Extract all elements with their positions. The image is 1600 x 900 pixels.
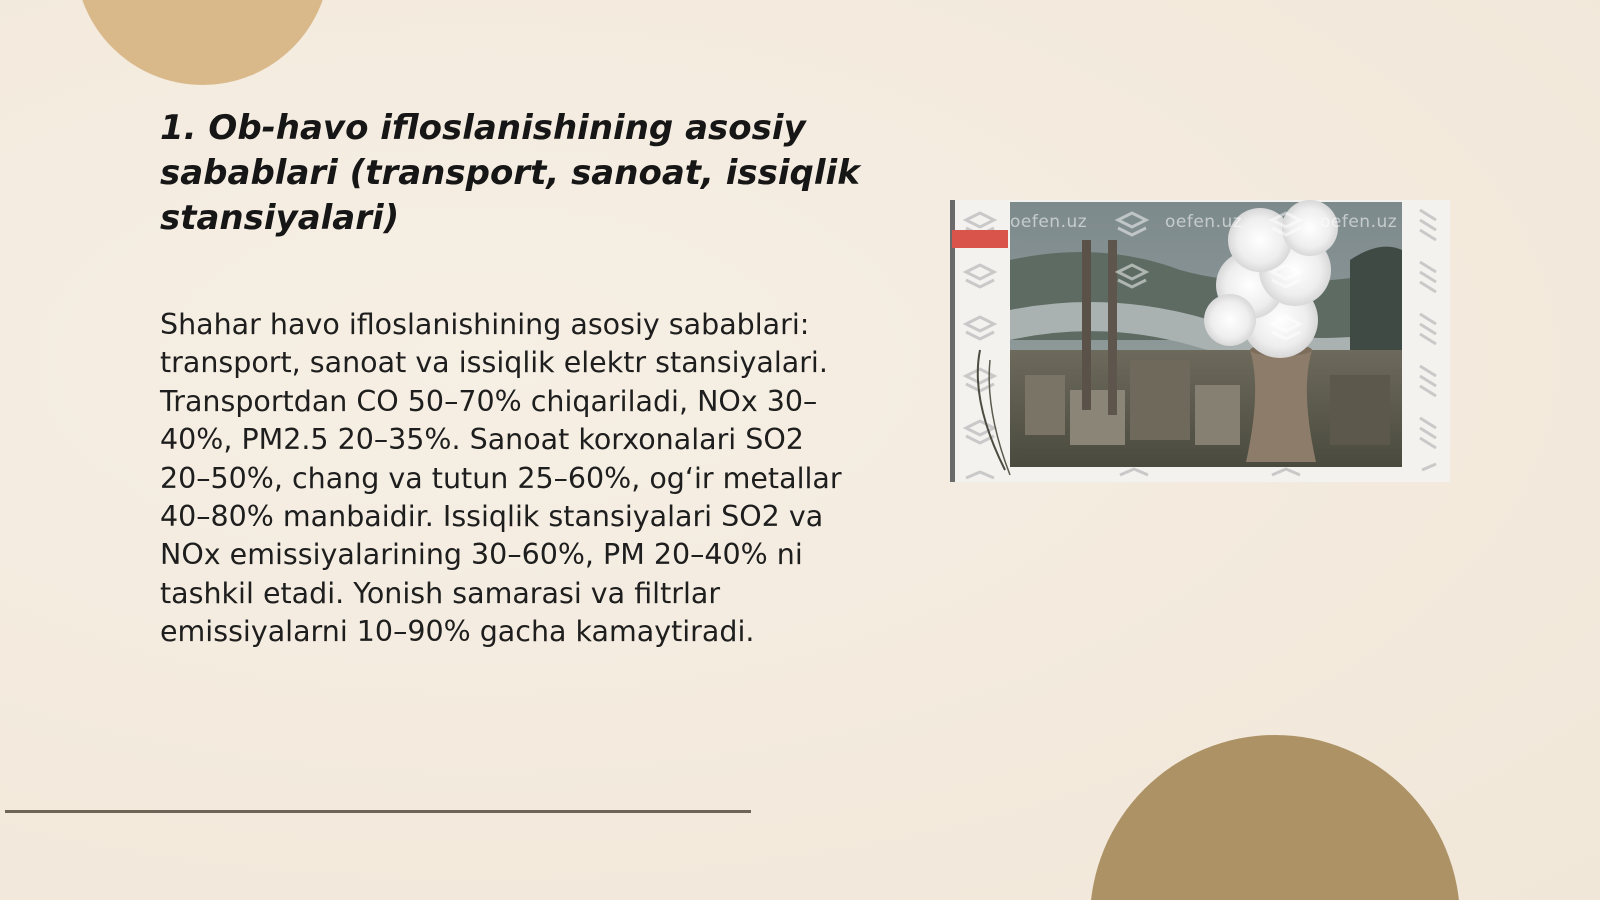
decorative-circle-bottom <box>1090 735 1460 900</box>
power-plant-illustration <box>950 200 1450 482</box>
image-watermark: oefen.uz <box>1010 212 1088 232</box>
slide-body-text: Shahar havo ifloslanishining asosiy sabablari: transport, sanoat va issiqlik elektr stansiyalari. Transportdan CO 50–70% chiqariladi, NOx 30–40%, PM2.5 20–35%. Sanoat korxonalari SO2 20–50%, chang va tutun 25–60%, og‘ir metallar 40–80% manbaidir. Issiqlik stansiyalari SO2 va NOx emissiyalarining 30–60%, PM 20–40% ni tashkil etadi. Yonish samarasi va filtrlar emissiyalarni 10–90% gacha kamaytiradi. <box>160 308 842 649</box>
power-plant-photo <box>950 200 1450 482</box>
decorative-circle-top <box>75 0 330 85</box>
image-watermark: oefen.uz <box>1165 212 1243 232</box>
divider-line <box>5 810 751 813</box>
photo-red-tab <box>952 230 1008 248</box>
slide-title: 1. Ob-havo ifloslanishining asosiy sabablari (transport, sanoat, issiqlik stansiyalari) <box>160 108 860 238</box>
image-watermark: oefen.uz <box>1320 212 1398 232</box>
